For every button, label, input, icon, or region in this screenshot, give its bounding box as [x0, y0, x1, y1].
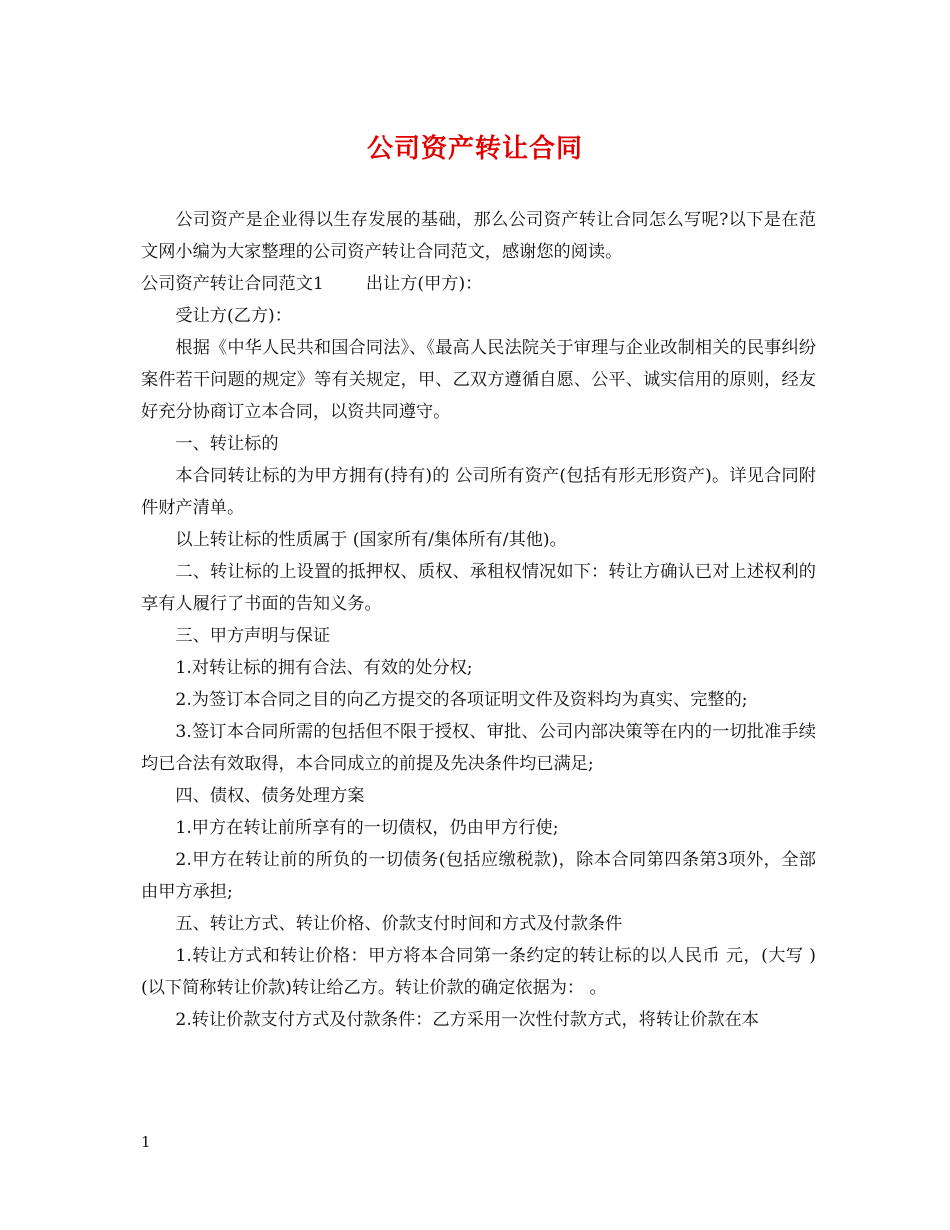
section-1-paragraph-1: 本合同转让标的为甲方拥有(持有)的 公司所有资产(包括有形无形资产)。详见合同附件财产清单。 — [141, 466, 816, 518]
intro-paragraph: 公司资产是企业得以生存发展的基础，那么公司资产转让合同怎么写呢?以下是在范文网小编为大家整理的公司资产转让合同范文，感谢您的阅读。 — [141, 210, 816, 262]
document-title: 公司资产转让合同 — [366, 134, 583, 164]
section-3-item: 2.为签订本合同之目的向乙方提交的各项证明文件及资料均为真实、完整的; — [175, 690, 748, 710]
document-body — [141, 204, 816, 1036]
sample-heading: 公司资产转让合同范文1 — [141, 274, 324, 294]
section-3-title: 三、甲方声明与保证 — [175, 626, 331, 646]
section-2-paragraph: 二、转让标的上设置的抵押权、质权、承租权情况如下：转让方确认已对上述权利的享有人履行了书面的告知义务。 — [141, 562, 816, 614]
section-3-item: 3.签订本合同所需的包括但不限于授权、审批、公司内部决策等在内的一切批准手续均已合法有效取得，本合同成立的前提及先决条件均已满足; — [141, 722, 816, 774]
transferor-label: 出让方(甲方)： — [365, 274, 483, 294]
section-1-paragraph-2: 以上转让标的性质属于 (国家所有/集体所有/其他)。 — [175, 530, 567, 550]
section-4-item: 2.甲方在转让前的所负的一切债务(包括应缴税款)，除本合同第四条第3项外，全部由甲方承担; — [141, 850, 816, 902]
section-5-item: 1.转让方式和转让价格：甲方将本合同第一条约定的转让标的以人民币 元，(大写 )(以下简称转让价款)转让给乙方。转让价款的确定依据为： 。 — [141, 946, 816, 998]
section-5-item: 2.转让价款支付方式及付款条件：乙方采用一次性付款方式，将转让价款在本 — [175, 1010, 759, 1030]
preamble-paragraph: 根据《中华人民共和国合同法》、《最高人民法院关于审理与企业改制相关的民事纠纷案件若干问题的规定》等有关规定，甲、乙双方遵循自愿、公平、诚实信用的原则，经友好充分协商订立本合同，以资共同遵守。 — [141, 338, 816, 422]
section-1-title: 一、转让标的 — [175, 434, 279, 454]
sample-heading-line — [141, 268, 816, 300]
section-4-item: 1.甲方在转让前所享有的一切债权，仍由甲方行使; — [175, 818, 559, 838]
section-3-item: 1.对转让标的拥有合法、有效的处分权; — [175, 658, 473, 678]
section-4-title: 四、债权、债务处理方案 — [175, 786, 365, 806]
section-5-title: 五、转让方式、转让价格、价款支付时间和方式及付款条件 — [175, 914, 623, 934]
transferee-label: 受让方(乙方)： — [175, 306, 292, 326]
page-number: 1 — [141, 1133, 151, 1151]
